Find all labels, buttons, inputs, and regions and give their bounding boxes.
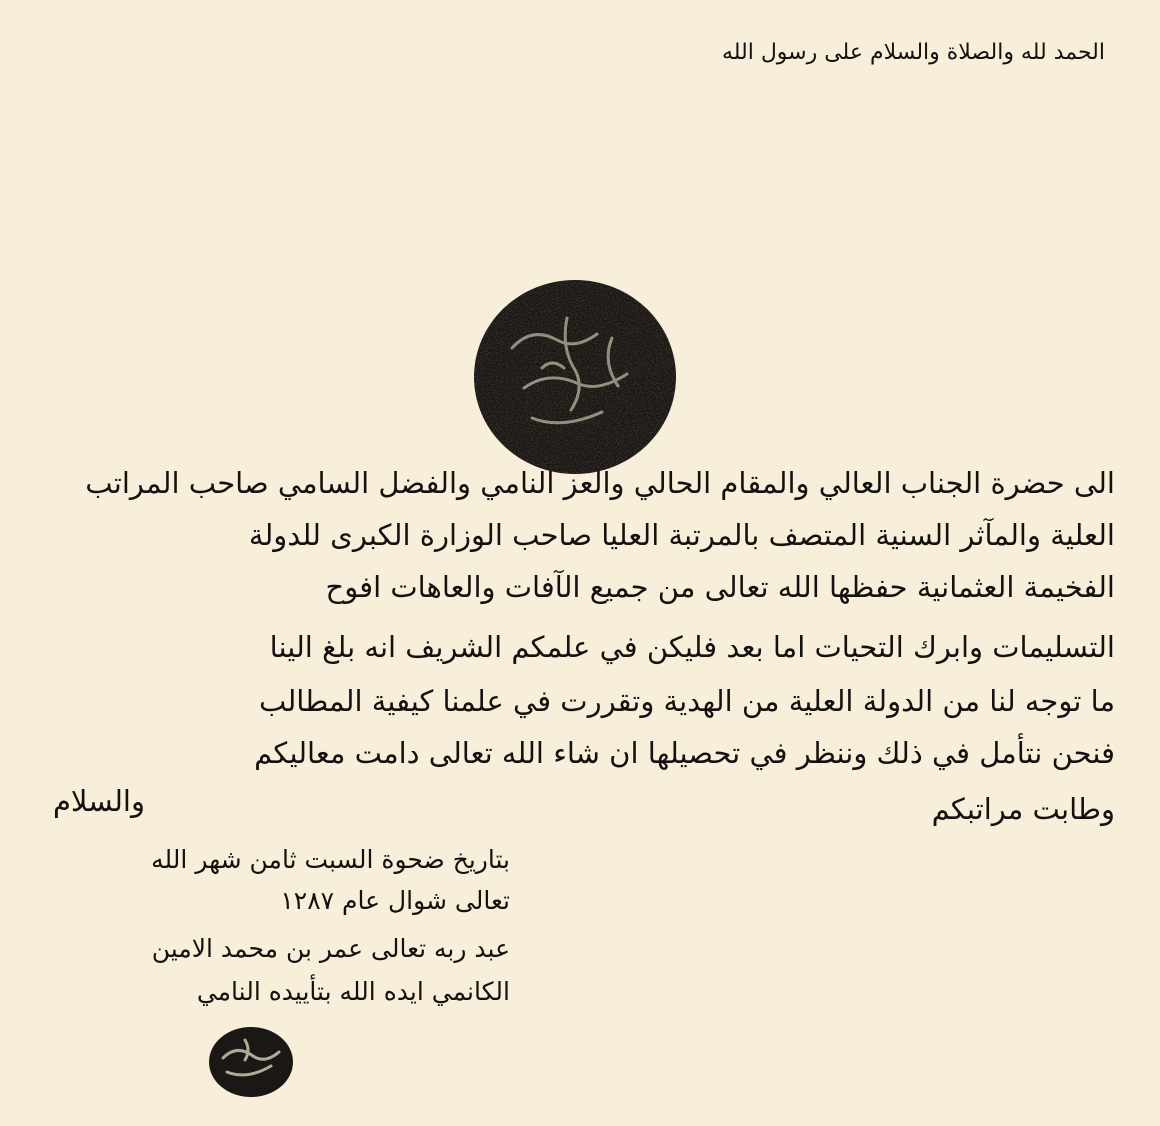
body-line-7: وطابت مراتبكم [931,792,1115,826]
body-line-1: الى حضرة الجناب العالي والمقام الحالي والعز النامي والفضل السامي صاحب المراتب [85,466,1115,500]
signature-line-1: عبد ربه تعالى عمر بن محمد الامين [151,934,510,963]
body-line-2: العلية والمآثر السنية المتصف بالمرتبة العليا صاحب الوزارة الكبرى للدولة [248,518,1115,552]
small-seal [205,1022,297,1100]
date-line-2: تعالى شوال عام ١٢٨٧ [280,886,510,915]
body-line-8: والسلام [52,784,145,818]
body-line-4: التسليمات وابرك التحيات اما بعد فليكن في علمكم الشريف انه بلغ الينا [269,630,1115,664]
body-line-5: ما توجه لنا من الدولة العلية من الهدية وتقررت في علمنا كيفية المطالب [258,684,1115,718]
body-line-3: الفخيمة العثمانية حفظها الله تعالى من جميع الآفات والعاهات افوح [325,570,1115,604]
main-seal [472,278,678,476]
signature-line-2: الكانمي ايده الله بتأييده النامي [196,977,510,1006]
date-line-1: بتاريخ ضحوة السبت ثامن شهر الله [151,845,510,874]
body-line-6: فنحن نتأمل في ذلك وننظر في تحصيلها ان شاء الله تعالى دامت معاليكم [254,736,1115,770]
invocation-line: الحمد لله والصلاة والسلام على رسول الله [721,40,1105,65]
